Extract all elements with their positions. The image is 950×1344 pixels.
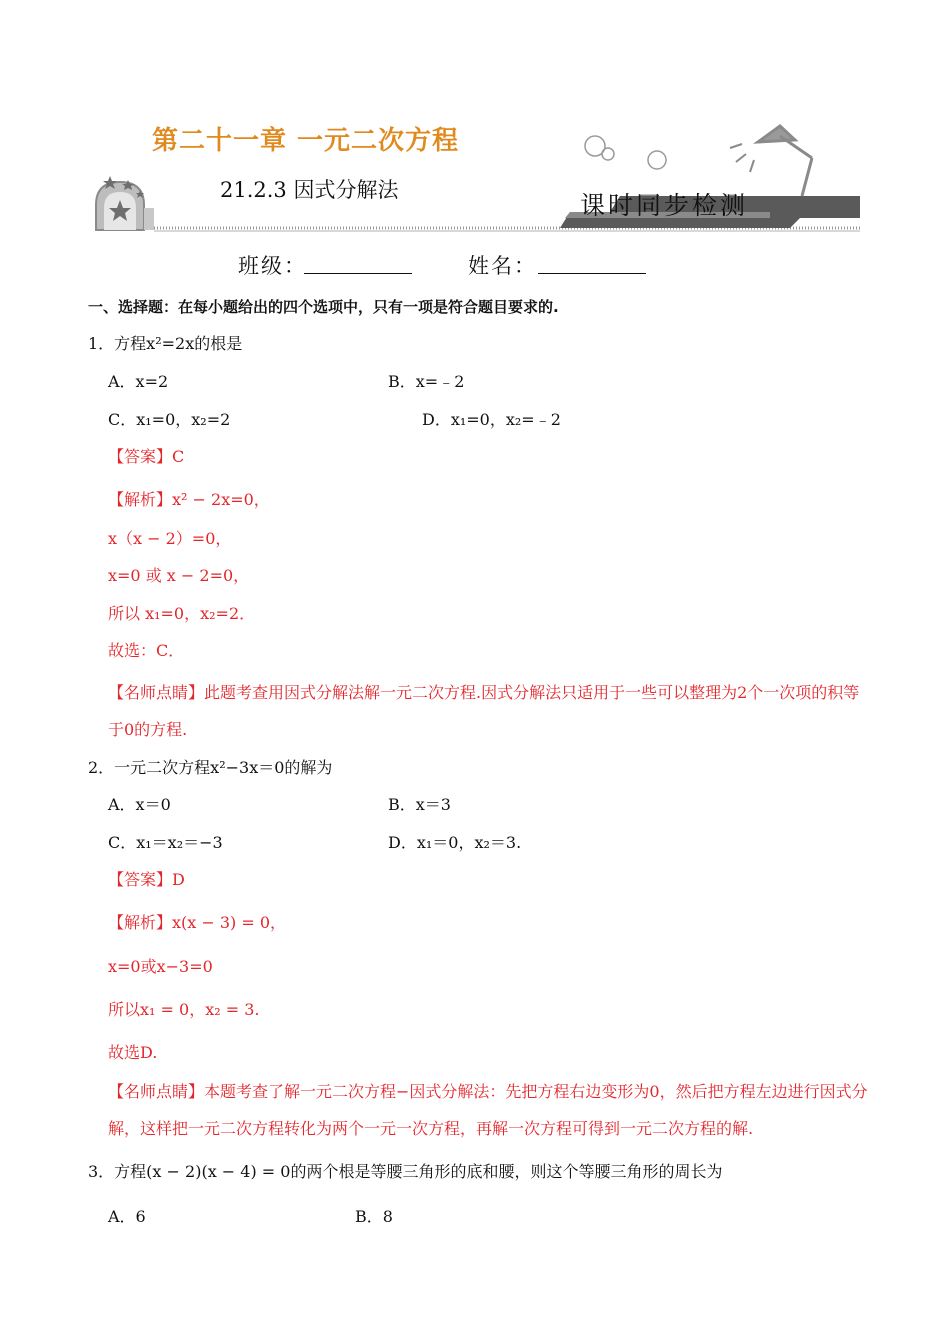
q1-option-a: A．x=2 xyxy=(108,372,169,391)
name-blank[interactable] xyxy=(538,253,646,274)
q2-option-c: C．x₁＝x₂＝−3 xyxy=(108,833,223,852)
q1-analysis-3: x=0 或 x − 2=0， xyxy=(108,566,250,585)
name-label: 姓名： xyxy=(468,254,537,278)
q3-stem: 3．方程(x − 2)(x − 4) = 0的两个根是等腰三角形的底和腰，则这个等腰三角形的周长为 xyxy=(88,1162,723,1181)
q1-analysis-1: 【解析】x² − 2x=0， xyxy=(108,490,270,509)
q2-analysis-4: 故选D. xyxy=(108,1043,158,1062)
q2-tip: 【名师点睛】本题考查了解一元二次方程−因式分解法：先把方程右边变形为0，然后把方程左边进行因式分解，这样把一元二次方程转化为两个一元一次方程，再解一次方程可得到一元二次方程的解. xyxy=(108,1082,868,1138)
section-title: 21.2.3 因式分解法 xyxy=(220,178,399,202)
q3-option-b: B．8 xyxy=(355,1207,393,1226)
q2-stem: 2．一元二次方程x²−3x＝0的解为 xyxy=(88,758,333,777)
section-heading: 一、选择题：在每小题给出的四个选项中，只有一项是符合题目要求的. xyxy=(88,298,559,316)
q2-option-a: A．x＝0 xyxy=(108,795,171,814)
q1-option-c: C．x₁=0，x₂=2 xyxy=(108,410,231,429)
banner-label: 课时同步检测 xyxy=(580,191,749,220)
class-blank[interactable] xyxy=(304,253,412,274)
class-label: 班级： xyxy=(238,254,307,278)
q2-analysis-3: 所以x₁ = 0，x₂ = 3. xyxy=(108,1000,260,1019)
q2-answer: 【答案】D xyxy=(108,870,185,889)
q2-analysis-1: 【解析】x(x − 3) = 0， xyxy=(108,913,287,932)
q1-option-d: D．x₁=0，x₂=﹣2 xyxy=(422,410,561,429)
star-badge-icon xyxy=(96,176,154,230)
q2-option-d: D．x₁＝0，x₂＝3. xyxy=(388,833,522,852)
q1-answer: 【答案】C xyxy=(108,447,185,466)
chapter-title: 第二十一章 一元二次方程 xyxy=(152,126,460,156)
q1-analysis-4: 所以 x₁=0，x₂=2． xyxy=(108,604,256,623)
q1-option-b: B．x=﹣2 xyxy=(388,372,465,391)
q1-stem: 1．方程x²=2x的根是 xyxy=(88,334,243,353)
q1-analysis-2: x（x − 2）=0， xyxy=(108,529,232,548)
q2-analysis-2: x=0或x−3=0 xyxy=(108,957,213,976)
q1-analysis-5: 故选：C． xyxy=(108,641,185,660)
q2-option-b: B．x＝3 xyxy=(388,795,451,814)
q3-option-a: A．6 xyxy=(108,1207,146,1226)
q1-tip: 【名师点睛】此题考查用因式分解法解一元二次方程.因式分解法只适用于一些可以整理为2个一次项的积等于0的方程. xyxy=(108,683,860,739)
